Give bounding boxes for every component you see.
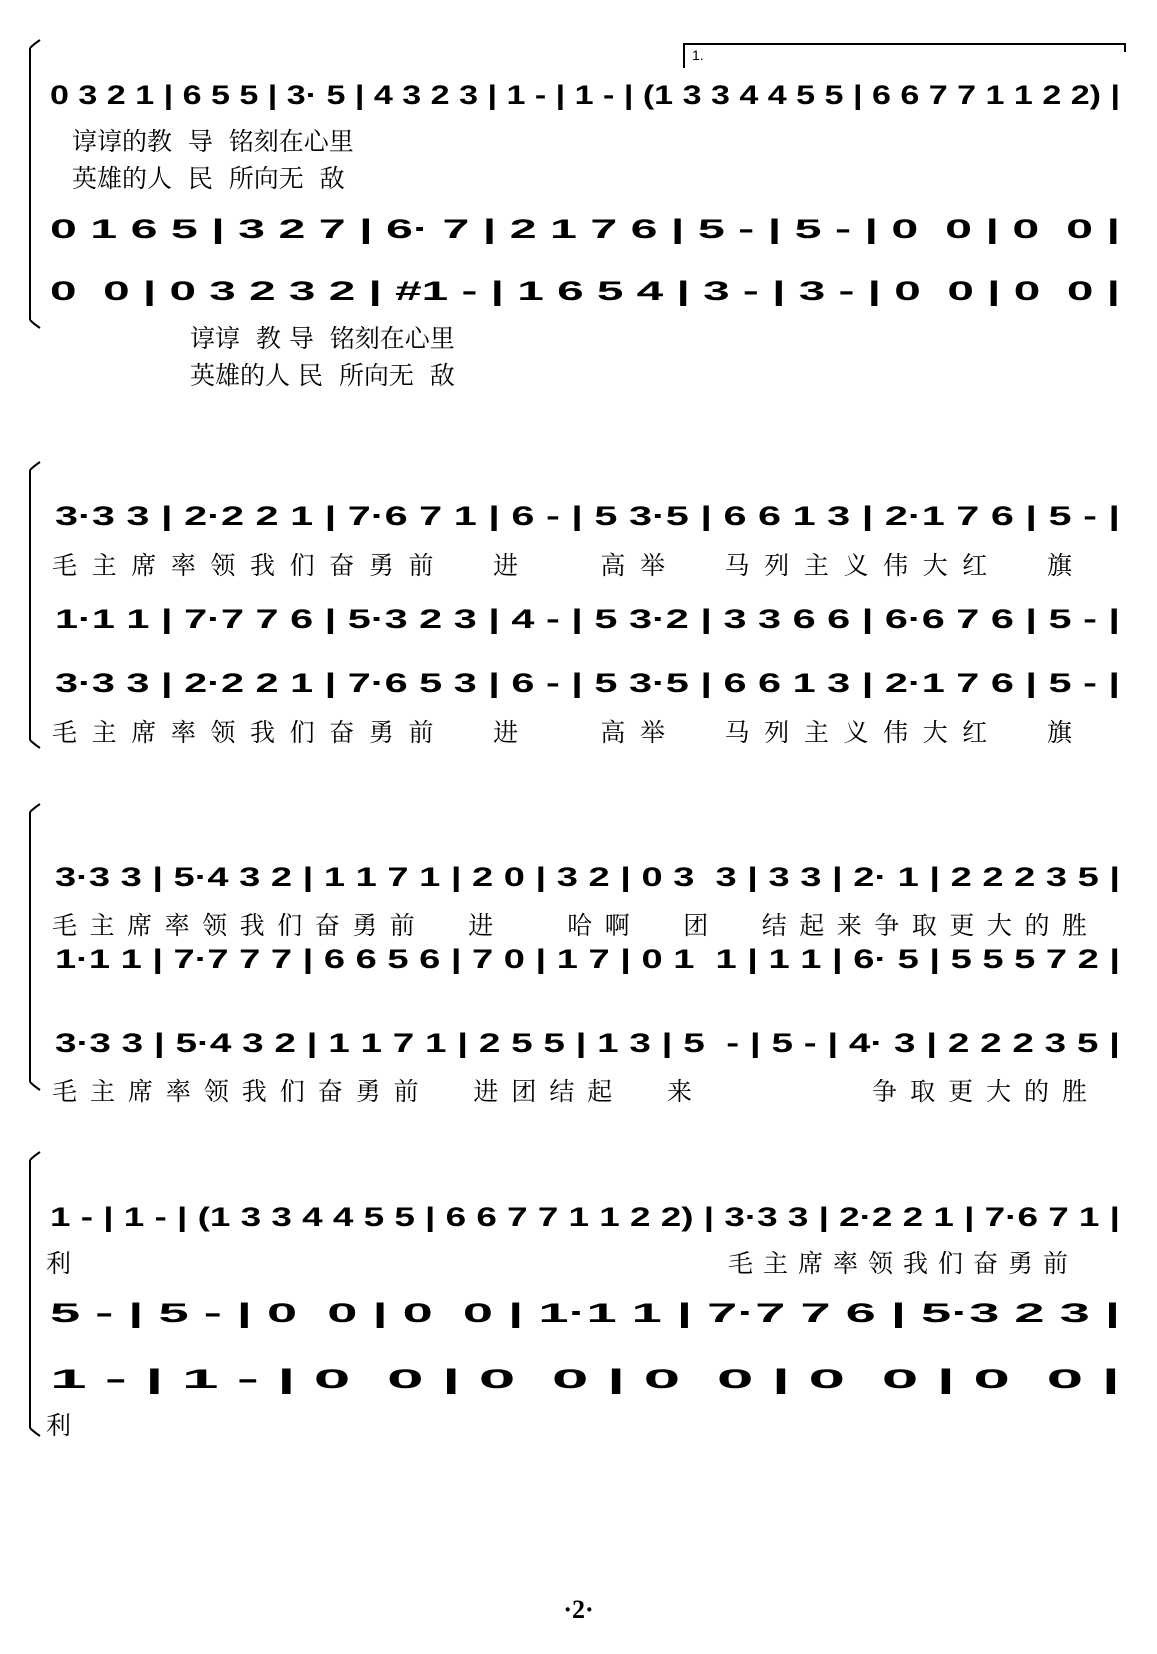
s1-voice-1-lyrics-1: 谆谆的教 导 铭刻在心里 — [72, 127, 354, 156]
s4-voice-1-lyrics-1: 利 — [46, 1249, 72, 1278]
volta-bracket — [684, 44, 1125, 68]
s4-voice-2-notes: 5 - | 5 - | 0 0 | 0 0 | 1·1 1 | 7·7 7 6 | 5·3 2 3 | — [50, 1298, 1120, 1328]
system-4 — [46, 1202, 1120, 1440]
s1-voice-3-lyrics-1: 谆谆 教 导 铭刻在心里 — [190, 324, 455, 353]
s4-voice-1-lyrics-2: 毛主席率领我们奋勇前 — [728, 1249, 1068, 1278]
system-1 — [50, 80, 1120, 390]
s2-voice-1-lyrics: 毛主席率领我们奋勇前 进 高举 马列主义伟大红 旗 — [52, 551, 1073, 580]
system-1-bracket — [30, 40, 40, 328]
s1-voice-1-notes: 0 3 2 1 | 6 5 5 | 3· 5 | 4 3 2 3 | 1 - | 1 - | (1 3 3 4 4 5 5 | 6 6 7 7 1 1 2 2) | — [50, 80, 1120, 110]
system-3 — [52, 862, 1120, 1106]
s2-voice-3-notes: 3·3 3 | 2·2 2 1 | 7·6 5 3 | 6 - | 5 3·5 | 6 6 1 3 | 2·1 7 6 | 5 - | — [55, 668, 1120, 698]
s3-voice-1-lyrics: 毛主席率领我们奋勇前 进 哈啊 团 结起来争取更大的胜 — [52, 911, 1088, 940]
s3-voice-2-notes: 1·1 1 | 7·7 7 7 | 6 6 5 6 | 7 0 | 1 7 | 0 1 1 | 1 1 | 6· 5 | 5 5 5 7 2 | — [55, 944, 1120, 974]
system-3-bracket — [30, 804, 40, 1090]
s2-voice-3-lyrics: 毛主席率领我们奋勇前 进 高举 马列主义伟大红 旗 — [52, 718, 1073, 747]
s3-voice-1-notes: 3·3 3 | 5·4 3 2 | 1 1 7 1 | 2 0 | 3 2 | 0 3 3 | 3 3 | 2· 1 | 2 2 2 3 5 | — [55, 862, 1120, 892]
page-number: ·2· — [563, 1595, 594, 1624]
system-2 — [52, 501, 1120, 747]
s3-voice-3-lyrics: 毛主席率领我们奋勇前 进团结起 来 争取更大的胜 — [52, 1077, 1087, 1106]
s1-voice-3-notes: 0 0 | 0 3 2 3 2 | #1 - | 1 6 5 4 | 3 - | 3 - | 0 0 | 0 0 | — [50, 276, 1120, 306]
s4-voice-1-notes: 1 - | 1 - | (1 3 3 4 4 5 5 | 6 6 7 7 1 1 2 2) | 3·3 3 | 2·2 2 1 | 7·6 7 1 | — [50, 1202, 1120, 1232]
system-4-bracket — [30, 1152, 40, 1436]
s2-voice-1-notes: 3·3 3 | 2·2 2 1 | 7·6 7 1 | 6 - | 5 3·5 | 6 6 1 3 | 2·1 7 6 | 5 - | — [55, 501, 1120, 531]
s3-voice-3-notes: 3·3 3 | 5·4 3 2 | 1 1 7 1 | 2 5 5 | 1 3 | 5 - | 5 - | 4· 3 | 2 2 2 3 5 | — [55, 1028, 1120, 1058]
s1-voice-1-lyrics-2: 英雄的人 民 所向无 敌 — [72, 164, 345, 193]
system-2-bracket — [30, 462, 40, 748]
s4-voice-3-lyrics: 利 — [46, 1411, 72, 1440]
s1-voice-2-notes: 0 1 6 5 | 3 2 7 | 6· 7 | 2 1 7 6 | 5 - | 5 - | 0 0 | 0 0 | — [50, 214, 1120, 244]
s4-voice-3-notes: 1 - | 1 - | 0 0 | 0 0 | 0 0 | 0 0 | 0 0 | — [50, 1364, 1120, 1394]
volta-label: 1. — [692, 47, 704, 63]
s1-voice-3-lyrics-2: 英雄的人 民 所向无 敌 — [190, 361, 455, 390]
s2-voice-2-notes: 1·1 1 | 7·7 7 6 | 5·3 2 3 | 4 - | 5 3·2 | 3 3 6 6 | 6·6 7 6 | 5 - | — [55, 604, 1120, 634]
